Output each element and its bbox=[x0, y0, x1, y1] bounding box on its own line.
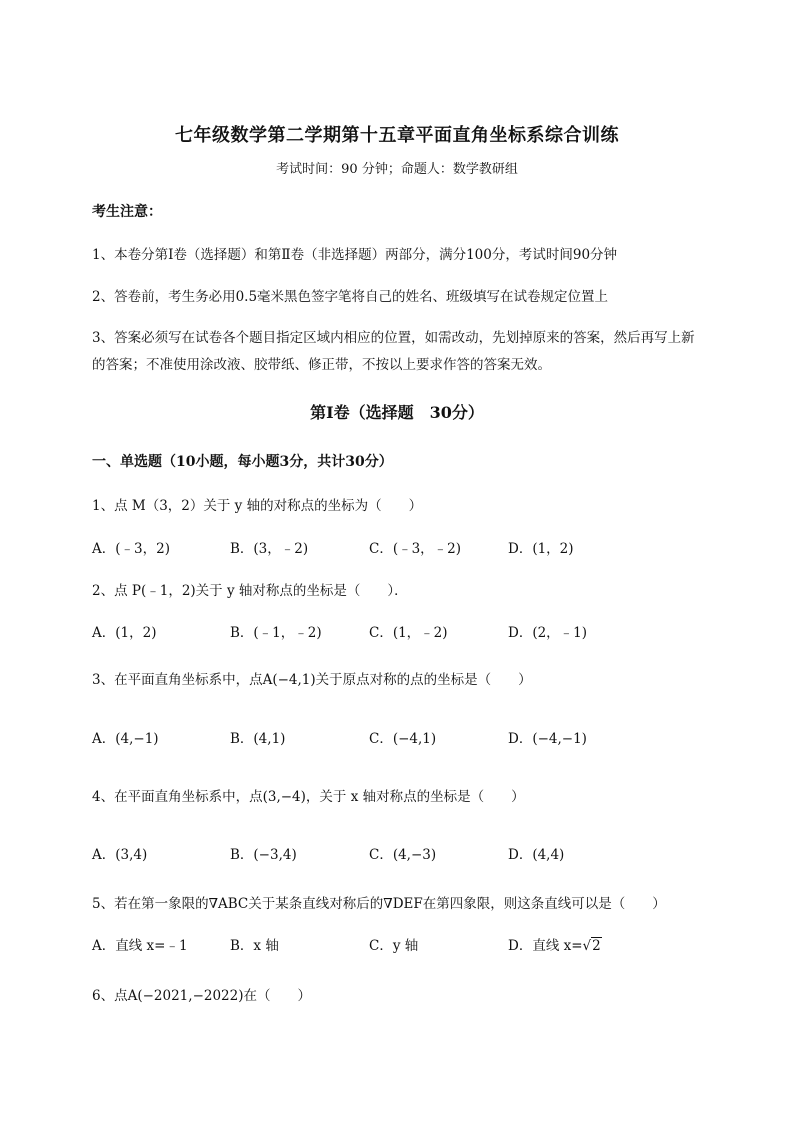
question-2-option-b: B．(﹣1，﹣2) bbox=[230, 625, 322, 641]
question-5-option-b: B．x 轴 bbox=[230, 938, 279, 954]
question-5-option-d-text: D．直线 x= bbox=[508, 938, 583, 954]
question-1-option-d: D．(1，2) bbox=[508, 541, 574, 557]
exam-info: 考试时间：90 分钟；命题人：数学教研组 bbox=[276, 162, 518, 177]
question-5-option-c: C．y 轴 bbox=[369, 938, 419, 954]
question-4-option-d: D．(4,4) bbox=[508, 847, 565, 863]
part-heading: 一、单选题（10小题，每小题3分，共计30分） bbox=[92, 454, 393, 470]
notice-item-3-cont: 的答案；不准使用涂改液、胶带纸、修正带，不按以上要求作答的答案无效。 bbox=[92, 357, 551, 373]
question-2-stem: 2、点 P(﹣1，2)关于 y 轴对称点的坐标是（ ）． bbox=[92, 583, 408, 599]
question-4-option-c: C．(4,−3) bbox=[369, 847, 437, 863]
question-3-stem: 3、在平面直角坐标系中，点A(−4,1)关于原点对称的点的坐标是（ ） bbox=[92, 672, 532, 688]
question-3-option-d: D．(−4,−1) bbox=[508, 731, 587, 747]
question-3-option-c: C．(−4,1) bbox=[369, 731, 437, 747]
question-6-stem: 6、点A(−2021,−2022)在（ ） bbox=[92, 988, 311, 1004]
question-2-option-c: C．(1，﹣2) bbox=[369, 625, 448, 641]
notice-item-2: 2、答卷前，考生务必用0.5毫米黑色签字笔将自己的姓名、班级填写在试卷规定位置上 bbox=[92, 289, 609, 305]
question-4-option-a: A．(3,4) bbox=[92, 847, 148, 863]
section-title: 第Ⅰ卷（选择题 30分） bbox=[310, 403, 484, 422]
question-1-option-c: C．(﹣3，﹣2) bbox=[369, 541, 462, 557]
notice-heading: 考生注意： bbox=[92, 204, 162, 220]
question-1-option-b: B．(3，﹣2) bbox=[230, 541, 309, 557]
question-3-option-b: B．(4,1) bbox=[230, 731, 286, 747]
question-2-option-a: A．(1，2) bbox=[92, 625, 157, 641]
question-5-option-a: A．直线 x=﹣1 bbox=[92, 938, 188, 954]
question-5-option-d bbox=[508, 934, 602, 954]
question-1-stem: 1、点 M（3，2）关于 y 轴的对称点的坐标为（ ） bbox=[92, 498, 423, 514]
sqrt-symbol: √ bbox=[582, 938, 592, 954]
question-4-stem: 4、在平面直角坐标系中，点(3,−4)，关于 x 轴对称点的坐标是（ ） bbox=[92, 789, 525, 805]
question-2-option-d: D．(2，﹣1) bbox=[508, 625, 588, 641]
page-title: 七年级数学第二学期第十五章平面直角坐标系综合训练 bbox=[175, 125, 619, 146]
notice-item-3: 3、答案必须写在试卷各个题目指定区域内相应的位置，如需改动，先划掉原来的答案，然后再写上新 bbox=[92, 330, 695, 346]
notice-item-1: 1、本卷分第Ⅰ卷（选择题）和第Ⅱ卷（非选择题）两部分，满分100分，考试时间90分钟 bbox=[92, 247, 618, 263]
question-5-stem: 5、若在第一象限的∇ABC关于某条直线对称后的∇DEF在第四象限，则这条直线可以是（ ） bbox=[92, 896, 666, 912]
question-1-option-a: A．(﹣3，2) bbox=[92, 541, 170, 557]
question-4-option-b: B．(−3,4) bbox=[230, 847, 297, 863]
sqrt-radicand: 2 bbox=[592, 938, 601, 954]
question-3-option-a: A．(4,−1) bbox=[92, 731, 159, 747]
